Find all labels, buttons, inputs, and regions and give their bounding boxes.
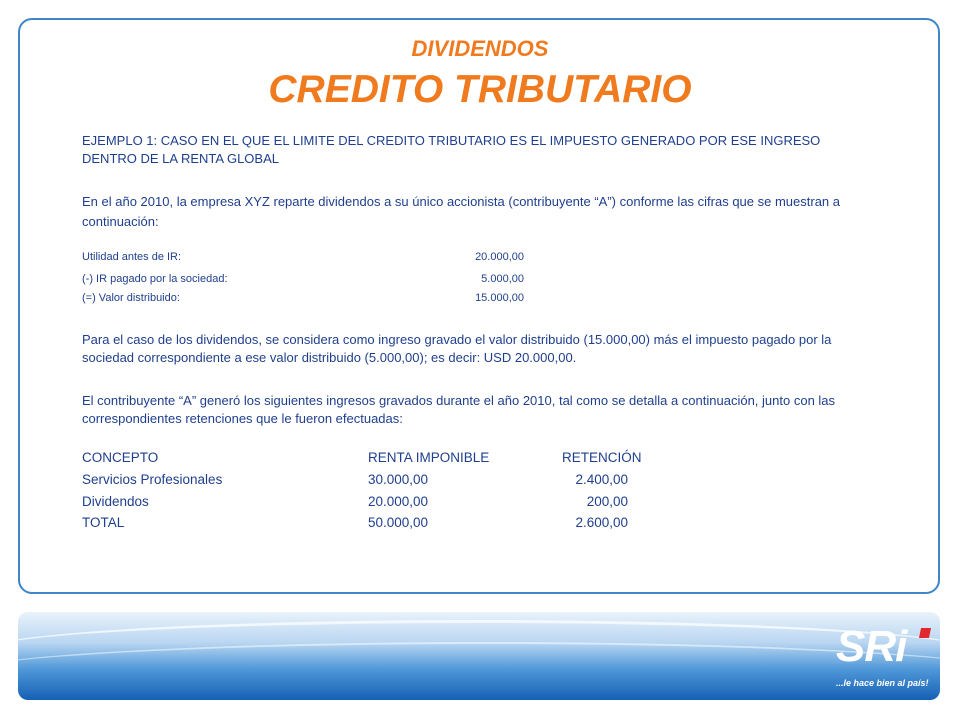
calc-label: (=) Valor distribuido: <box>82 292 180 304</box>
table-cell: Servicios Profesionales <box>82 472 223 487</box>
table-cell: 2.600,00 <box>575 515 628 530</box>
slide-title: CREDITO TRIBUTARIO <box>268 68 692 111</box>
table-cell: 20.000,00 <box>368 494 429 509</box>
table-cell: 200,00 <box>586 494 628 509</box>
footer-banner <box>18 612 940 700</box>
calc-value: 15.000,00 <box>475 292 524 304</box>
column-header: RETENCIÓN <box>562 450 642 465</box>
logo-text: SRi <box>836 622 907 671</box>
example-heading: EJEMPLO 1: CASO EN EL QUE EL LIMITE DEL CREDITO TRIBUTARIO ES EL IMPUESTO GENERADO POR ESE INGRESO DENTRO DE LA RENTA GLOBAL <box>82 133 821 166</box>
logo-accent <box>919 628 931 638</box>
table-row <box>82 494 682 514</box>
table-cell: 2.400,00 <box>575 472 628 487</box>
table-cell: 30.000,00 <box>368 472 429 487</box>
table-row <box>82 515 682 535</box>
column-header: RENTA IMPONIBLE <box>368 450 490 465</box>
column-header: CONCEPTO <box>82 450 159 465</box>
table-header <box>82 450 682 470</box>
paragraph-dividends: Para el caso de los dividendos, se considera como ingreso gravado el valor distribuido (15.000,00) más el impuesto pagado por la sociedad correspondiente a ese valor distribuido (5.000,00); es decir: USD 20.000,00. <box>82 332 832 365</box>
table-cell: 50.000,00 <box>368 515 429 530</box>
table-cell: TOTAL <box>82 515 125 530</box>
decorative-wave <box>18 642 940 700</box>
table-row <box>82 472 682 492</box>
table-cell: Dividendos <box>82 494 149 509</box>
sri-logo <box>836 622 936 692</box>
calc-value: 20.000,00 <box>475 251 524 263</box>
paragraph-income: El contribuyente “A” generó los siguientes ingresos gravados durante el año 2010, tal como se detalla a continuación, junto con las correspondientes retenciones que le fueron efectuadas: <box>82 393 836 426</box>
calc-label: Utilidad antes de IR: <box>82 251 182 263</box>
slide-subtitle: DIVIDENDOS <box>411 36 549 61</box>
calc-label: (-) IR pagado por la sociedad: <box>82 273 228 285</box>
calc-value: 5.000,00 <box>481 273 524 285</box>
paragraph-intro: En el año 2010, la empresa XYZ reparte dividendos a su único accionista (contribuyente “A”) conforme las cifras que se muestran a continuación: <box>82 194 841 229</box>
logo-tagline: ...le hace bien al país! <box>836 678 929 688</box>
